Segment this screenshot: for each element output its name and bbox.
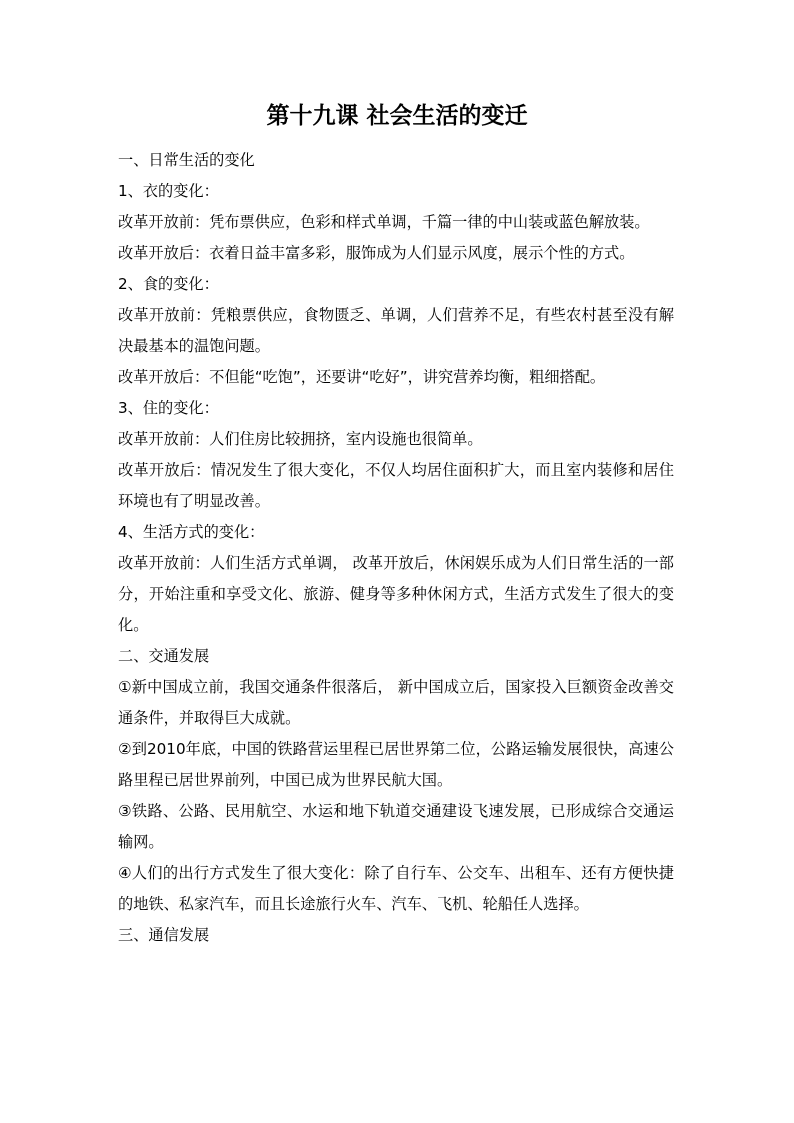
paragraph-clothing-before: 改革开放前：凭布票供应，色彩和样式单调，千篇一律的中山装或蓝色解放装。 bbox=[118, 213, 650, 231]
section-heading-daily-life: 一、日常生活的变化 bbox=[118, 151, 255, 169]
paragraph-clothing-after: 改革开放后：衣着日益丰富多彩，服饰成为人们显示风度，展示个性的方式。 bbox=[118, 244, 635, 262]
section-heading-transport: 二、交通发展 bbox=[118, 647, 210, 665]
paragraph-transport-3: ③铁路、公路、民用航空、水运和地下轨道交通建设飞速发展，已形成综合交通运输网。 bbox=[118, 802, 674, 851]
paragraph-housing-before: 改革开放前：人们住房比较拥挤，室内设施也很简单。 bbox=[118, 430, 483, 448]
paragraph-transport-1: ①新中国成立前，我国交通条件很落后， 新中国成立后，国家投入巨额资金改善交通条件，并取得巨大成就。 bbox=[118, 678, 674, 727]
page-title: 第十九课 社会生活的变迁 bbox=[266, 102, 528, 129]
paragraph-lifestyle: 改革开放前：人们生活方式单调， 改革开放后，休闲娱乐成为人们日常生活的一部分，开始注重和享受文化、旅游、健身等多种休闲方式，生活方式发生了很大的变化。 bbox=[118, 554, 674, 634]
subheading-clothing: 1、衣的变化： bbox=[118, 182, 219, 200]
paragraph-transport-2: ②到2010年底，中国的铁路营运里程已居世界第二位，公路运输发展很快，高速公路里程已居世界前列，中国已成为世界民航大国。 bbox=[118, 740, 674, 789]
subheading-lifestyle: 4、生活方式的变化： bbox=[118, 523, 265, 541]
subheading-food: 2、食的变化： bbox=[118, 275, 219, 293]
paragraph-food-before: 改革开放前：凭粮票供应，食物匮乏、单调，人们营养不足，有些农村甚至没有解决最基本的温饱问题。 bbox=[118, 306, 674, 355]
subheading-housing: 3、住的变化： bbox=[118, 399, 219, 417]
paragraph-food-after: 改革开放后：不但能“吃饱”，还要讲“吃好”，讲究营养均衡，粗细搭配。 bbox=[118, 368, 606, 386]
paragraph-housing-after: 改革开放后：情况发生了很大变化，不仅人均居住面积扩大，而且室内装修和居住环境也有了明显改善。 bbox=[118, 461, 674, 510]
document-body bbox=[118, 145, 674, 951]
paragraph-transport-4: ④人们的出行方式发生了很大变化：除了自行车、公交车、出租车、还有方便快捷的地铁、私家汽车，而且长途旅行火车、汽车、飞机、轮船任人选择。 bbox=[118, 864, 674, 913]
section-heading-communication: 三、通信发展 bbox=[118, 926, 210, 944]
